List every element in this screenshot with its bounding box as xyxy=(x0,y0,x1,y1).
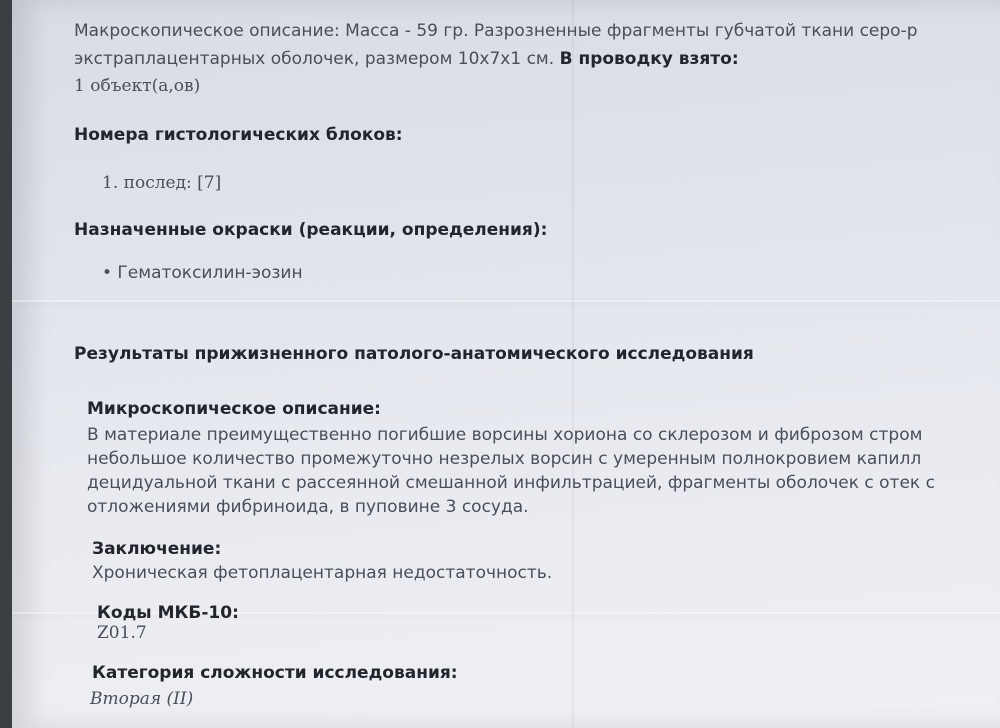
conclusion-heading: Заключение: xyxy=(92,539,222,559)
results-heading: Результаты прижизненного патолого-анатомического исследования xyxy=(74,344,754,364)
conclusion-text: Хроническая фетоплацентарная недостаточность. xyxy=(92,563,553,583)
macro-description-line xyxy=(74,48,739,70)
paper-fold xyxy=(12,300,1000,302)
icd-code: Z01.7 xyxy=(97,623,147,643)
macro-description-line: 1 объект(а,ов) xyxy=(74,76,201,96)
complexity-heading: Категория сложности исследования: xyxy=(92,663,458,683)
block-item: 1. послед: [7] xyxy=(102,173,222,193)
stain-item: • Гематоксилин-эозин xyxy=(102,263,303,283)
micro-heading: Микроскопическое описание: xyxy=(87,399,381,419)
micro-description-line: В материале преимущественно погибшие ворсины хориона со склерозом и фиброзом стром xyxy=(87,425,923,445)
blocks-heading: Номера гистологических блоков: xyxy=(74,125,403,145)
micro-description-line: небольшое количество промежуточно незрелых ворсин с умеренным полнокровием капилл xyxy=(87,449,922,469)
processing-label: В проводку взято: xyxy=(559,49,739,69)
micro-description-line: отложениями фибриноида, в пуповине 3 сосуда. xyxy=(87,497,529,517)
document-page xyxy=(12,0,1000,728)
micro-description-line: децидуальной ткани с рассеянной смешанной инфильтрацией, фрагменты оболочек с отек с xyxy=(87,473,935,493)
complexity-value: Вторая (II) xyxy=(90,689,194,709)
stains-heading: Назначенные окраски (реакции, определения): xyxy=(74,220,548,240)
macro-size-text: экстраплацентарных оболочек, размером 10х7х1 см. xyxy=(74,49,555,69)
icd-heading: Коды МКБ-10: xyxy=(97,603,239,623)
macro-description-line: Макроскопическое описание: Масса - 59 гр. Разрозненные фрагменты губчатой ткани серо-р xyxy=(74,21,918,41)
